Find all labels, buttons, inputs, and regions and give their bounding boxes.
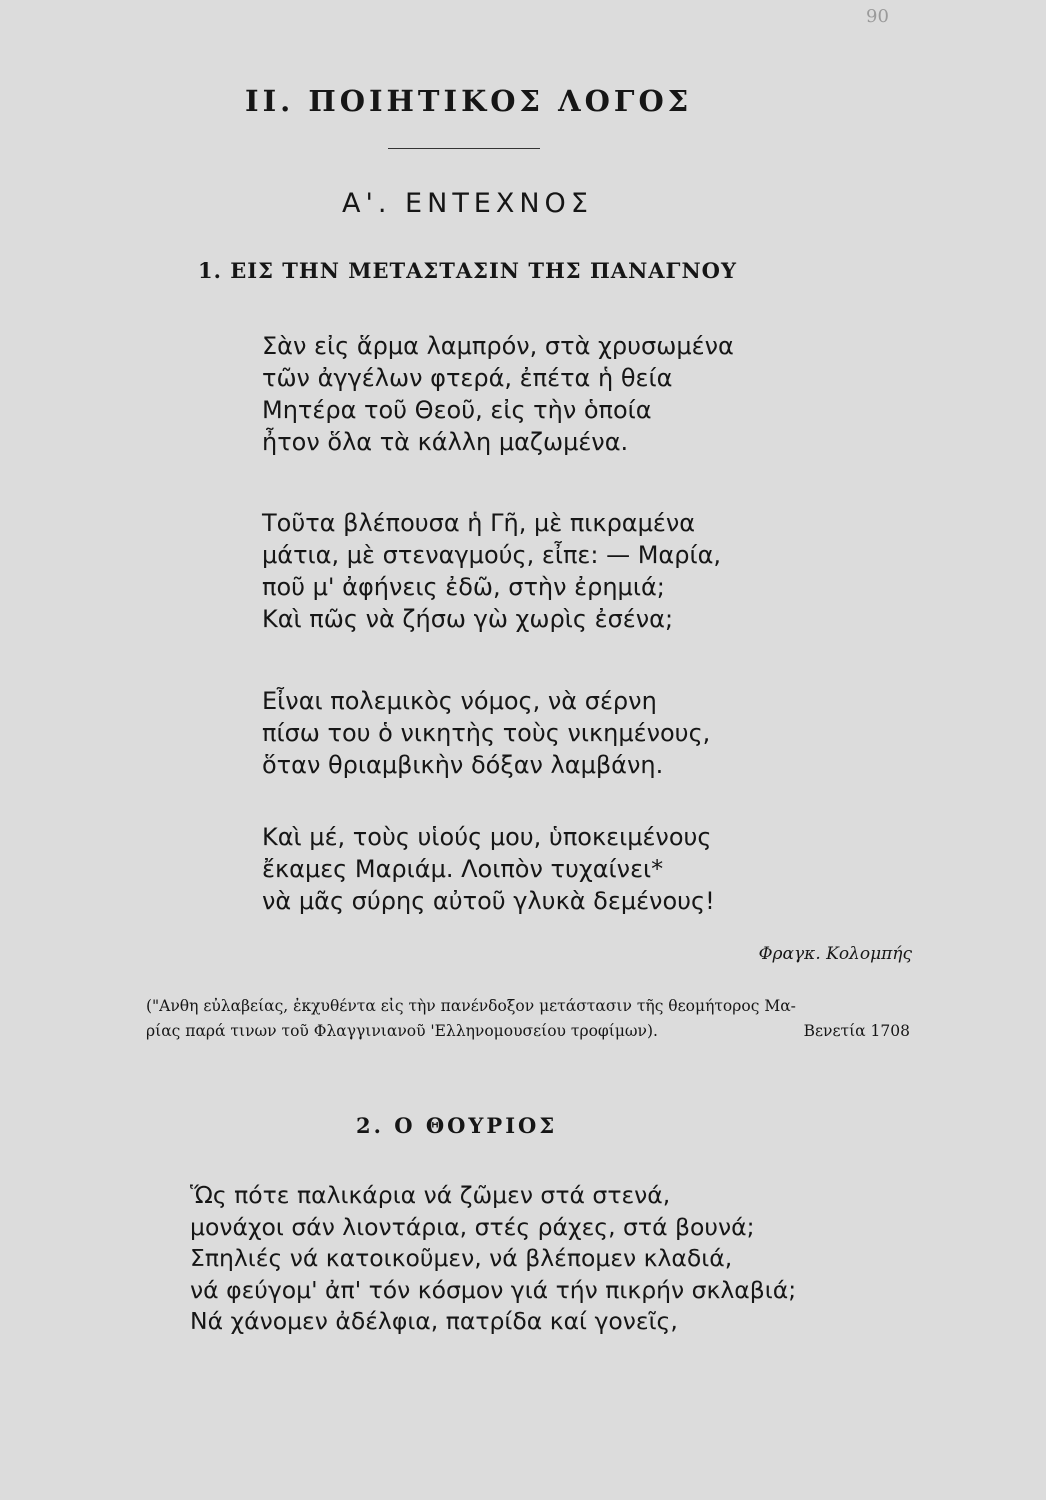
verse-line: Ὥς πότε παλικάρια νά ζῶμεν στά στενά, — [190, 1181, 671, 1209]
verse-line: νά φεύγομ' ἀπ' τόν κόσμον γιά τήν πικρήν σκλαβιά; — [190, 1275, 797, 1304]
poem-1-author: Φραγκ. Κολομπής — [758, 944, 912, 964]
poem-2-text — [190, 1180, 796, 1338]
source-line — [146, 1019, 910, 1044]
source-place-date: Βενετία 1708 — [803, 1022, 910, 1040]
verse-line: Εἶναι πολεμικὸς νόμος, νὰ σέρνη — [262, 687, 657, 715]
verse-line: μάτια, μὲ στεναγμούς, εἶπε: — Μαρία, — [262, 541, 722, 569]
page-number: 90 — [866, 6, 889, 27]
verse-line: πίσω του ὁ νικητὴς τοὺς νικημένους, — [262, 719, 711, 747]
poem-1-source-note — [146, 994, 910, 1044]
verse-line: ποῦ μ' ἀφήνεις ἐδῶ, στὴν ἐρημιά; — [262, 573, 665, 601]
poem-1-stanza-1 — [262, 330, 734, 458]
subsection-heading: Α'. ΕΝΤΕΧΝΟΣ — [342, 188, 593, 219]
verse-line: Σπηλιές νά κατοικοῦμεν, νά βλέπομεν κλαδιά, — [190, 1244, 733, 1272]
poem-1-stanza-2 — [262, 507, 721, 635]
verse-line: Καὶ μέ, τοὺς υἱούς μου, ὑποκειμένους — [262, 823, 712, 851]
verse-line: νὰ μᾶς σύρης αὐτοῦ γλυκὰ δεμένους! — [262, 887, 715, 915]
poem-2-title: 2. Ο ΘΟΥΡΙΟΣ — [356, 1113, 558, 1138]
verse-line: μονάχοι σάν λιοντάρια, στές ράχες, στά βουνά; — [190, 1212, 755, 1241]
verse-line: Νά χάνομεν ἀδέλφια, πατρίδα καί γονεῖς, — [190, 1307, 678, 1335]
verse-line: τῶν ἀγγέλων φτερά, ἐπέτα ἡ θεία — [262, 364, 673, 392]
section-title: II. ΠΟΙΗΤΙΚΟΣ ΛΟΓΟΣ — [245, 84, 693, 118]
poem-1-stanza-3 — [262, 685, 710, 781]
verse-line: ὅταν θριαμβικὴν δόξαν λαμβάνη. — [262, 751, 664, 779]
poem-1-title: 1. ΕΙΣ ΤΗΝ ΜΕΤΑΣΤΑΣΙΝ ΤΗΣ ΠΑΝΑΓΝΟΥ — [198, 258, 737, 283]
source-text: ρίας παρά τινων τοῦ Φλαγγινιανοῦ 'Ελληνομουσείου τροφίμων). — [146, 1022, 658, 1040]
title-divider — [388, 148, 540, 149]
verse-line: Σὰν εἰς ἅρμα λαμπρόν, στὰ χρυσωμένα — [262, 332, 734, 360]
verse-line: Καὶ πῶς νὰ ζήσω γὼ χωρὶς ἐσένα; — [262, 605, 674, 633]
verse-line: Τοῦτα βλέπουσα ἡ Γῆ, μὲ πικραμένα — [262, 509, 696, 537]
source-line: ("Ανθη εὐλαβείας, ἐκχυθέντα εἰς τὴν πανένδοξον μετάστασιν τῆς θεομήτορος Μα- — [146, 997, 796, 1015]
verse-line: ἔκαμες Μαριάμ. Λοιπὸν τυχαίνει* — [262, 855, 664, 883]
verse-line: ἦτον ὅλα τὰ κάλλη μαζωμένα. — [262, 428, 629, 456]
poem-1-stanza-4 — [262, 821, 715, 917]
verse-line: Μητέρα τοῦ Θεοῦ, εἰς τὴν ὁποία — [262, 396, 652, 424]
